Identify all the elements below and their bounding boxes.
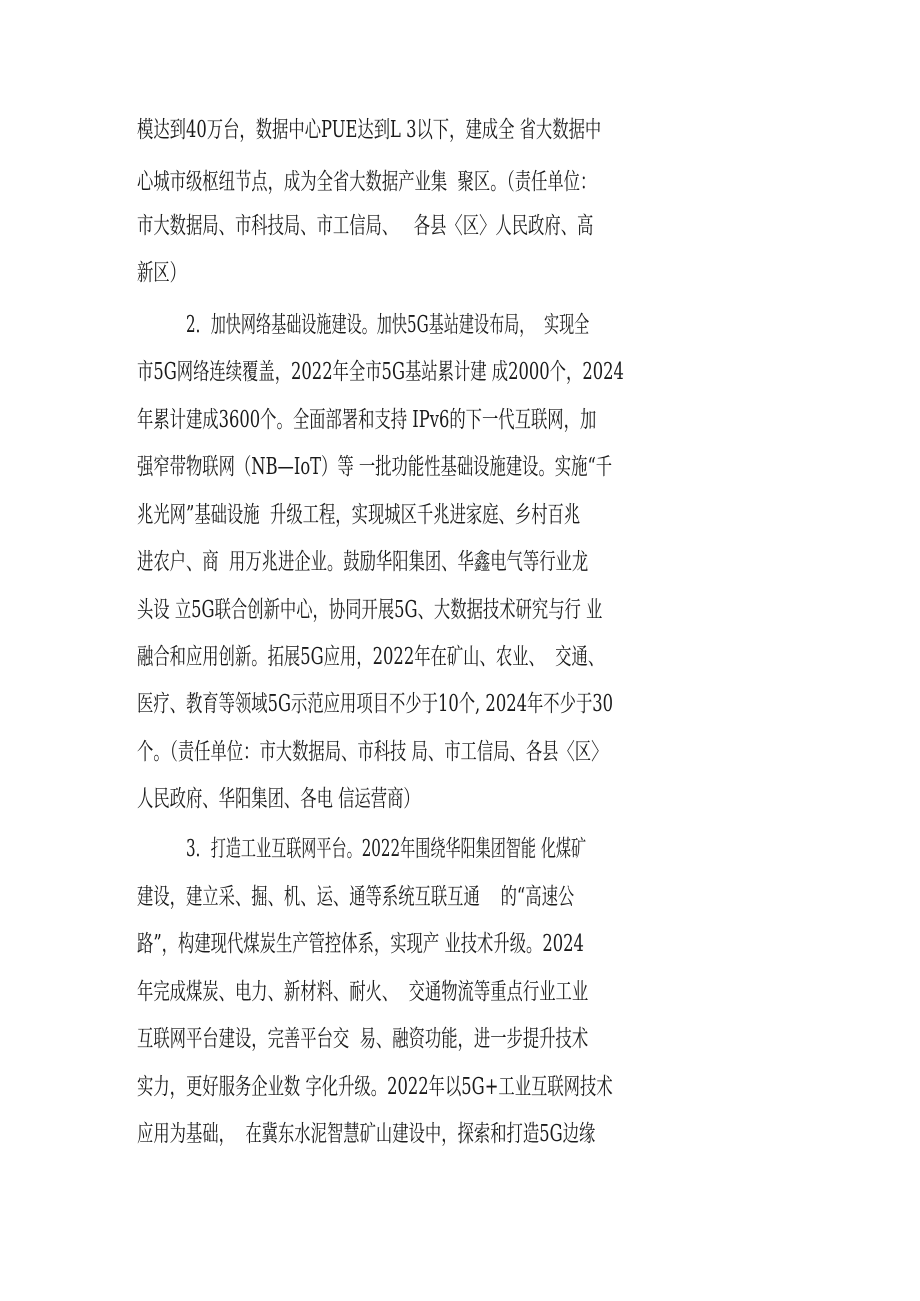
text-line-7: 年累计建成3600个。全面部署和支持 IPv6的下一代互联网，加 — [137, 407, 597, 433]
text-line-9: 兆光网”基础设施 升级工程，实现城区千兆进家庭、乡村百兆 — [137, 502, 581, 528]
text-line-19: 年完成煤炭、电力、新材料、耐火、 交通物流等重点行业工业 — [137, 979, 589, 1005]
text-line-6: 市5G网络连续覆盖，2022年全市5G基站累计建 成2000个，2024 — [137, 359, 624, 385]
text-line-2: 心城市级枢纽节点，成为全省大数据产业集 聚区。（责任单位： — [137, 169, 597, 195]
text-line-12: 融合和应用创新。拓展5G应用，2022年在矿山、农业、 交通、 — [137, 644, 605, 670]
text-line-18: 路”，构建现代煤炭生产管控体系，实现产 业技术升级。2024 — [137, 931, 584, 957]
text-line-3: 市大数据局、市科技局、市工信局、 各县〈区〉人民政府、高 — [137, 213, 594, 239]
text-line-21: 实力，更好服务企业数 字化升级。2022年以5G+工业互联网技术 — [137, 1074, 613, 1100]
text-line-13: 医疗、教育等领域5G示范应用项目不少于10个, 2024年不少于30 — [137, 691, 614, 717]
text-line-22: 应用为基础， 在冀东水泥智慧矿山建设中，探索和打造5G边缘 — [137, 1121, 596, 1147]
text-line-5: 2．加快网络基础设施建设。加快5G基站建设布局， 实现全 — [186, 312, 590, 338]
text-line-20: 互联网平台建设，完善平台交 易、融资功能，进一步提升技术 — [137, 1026, 589, 1052]
text-line-11: 头设 立5G联合创新中心，协同开展5G、大数据技术研究与行 业 — [137, 597, 603, 623]
text-line-14: 个。（责任单位：市大数据局、市科技 局、市工信局、各县〈区〉 — [137, 739, 608, 765]
text-line-17: 建设，建立采、掘、机、运、通等系统互联互通 的“高速公 — [137, 884, 575, 910]
text-line-1: 模达到40万台，数据中心PUE达到L 3以下，建成全 省大数据中 — [137, 117, 602, 143]
text-line-8: 强窄带物联网（NB—IoT）等 一批功能性基础设施建设。实施“千 — [137, 454, 613, 480]
text-line-16: 3．打造工业互联网平台。2022年围绕华阳集团智能 化煤矿 — [186, 836, 587, 862]
text-line-10: 进农户、商 用万兆进企业。鼓励华阳集团、华鑫电气等行业龙 — [137, 549, 589, 575]
text-line-15: 人民政府、华阳集团、各电 信运营商） — [137, 786, 420, 812]
text-line-4: 新区） — [137, 260, 186, 286]
